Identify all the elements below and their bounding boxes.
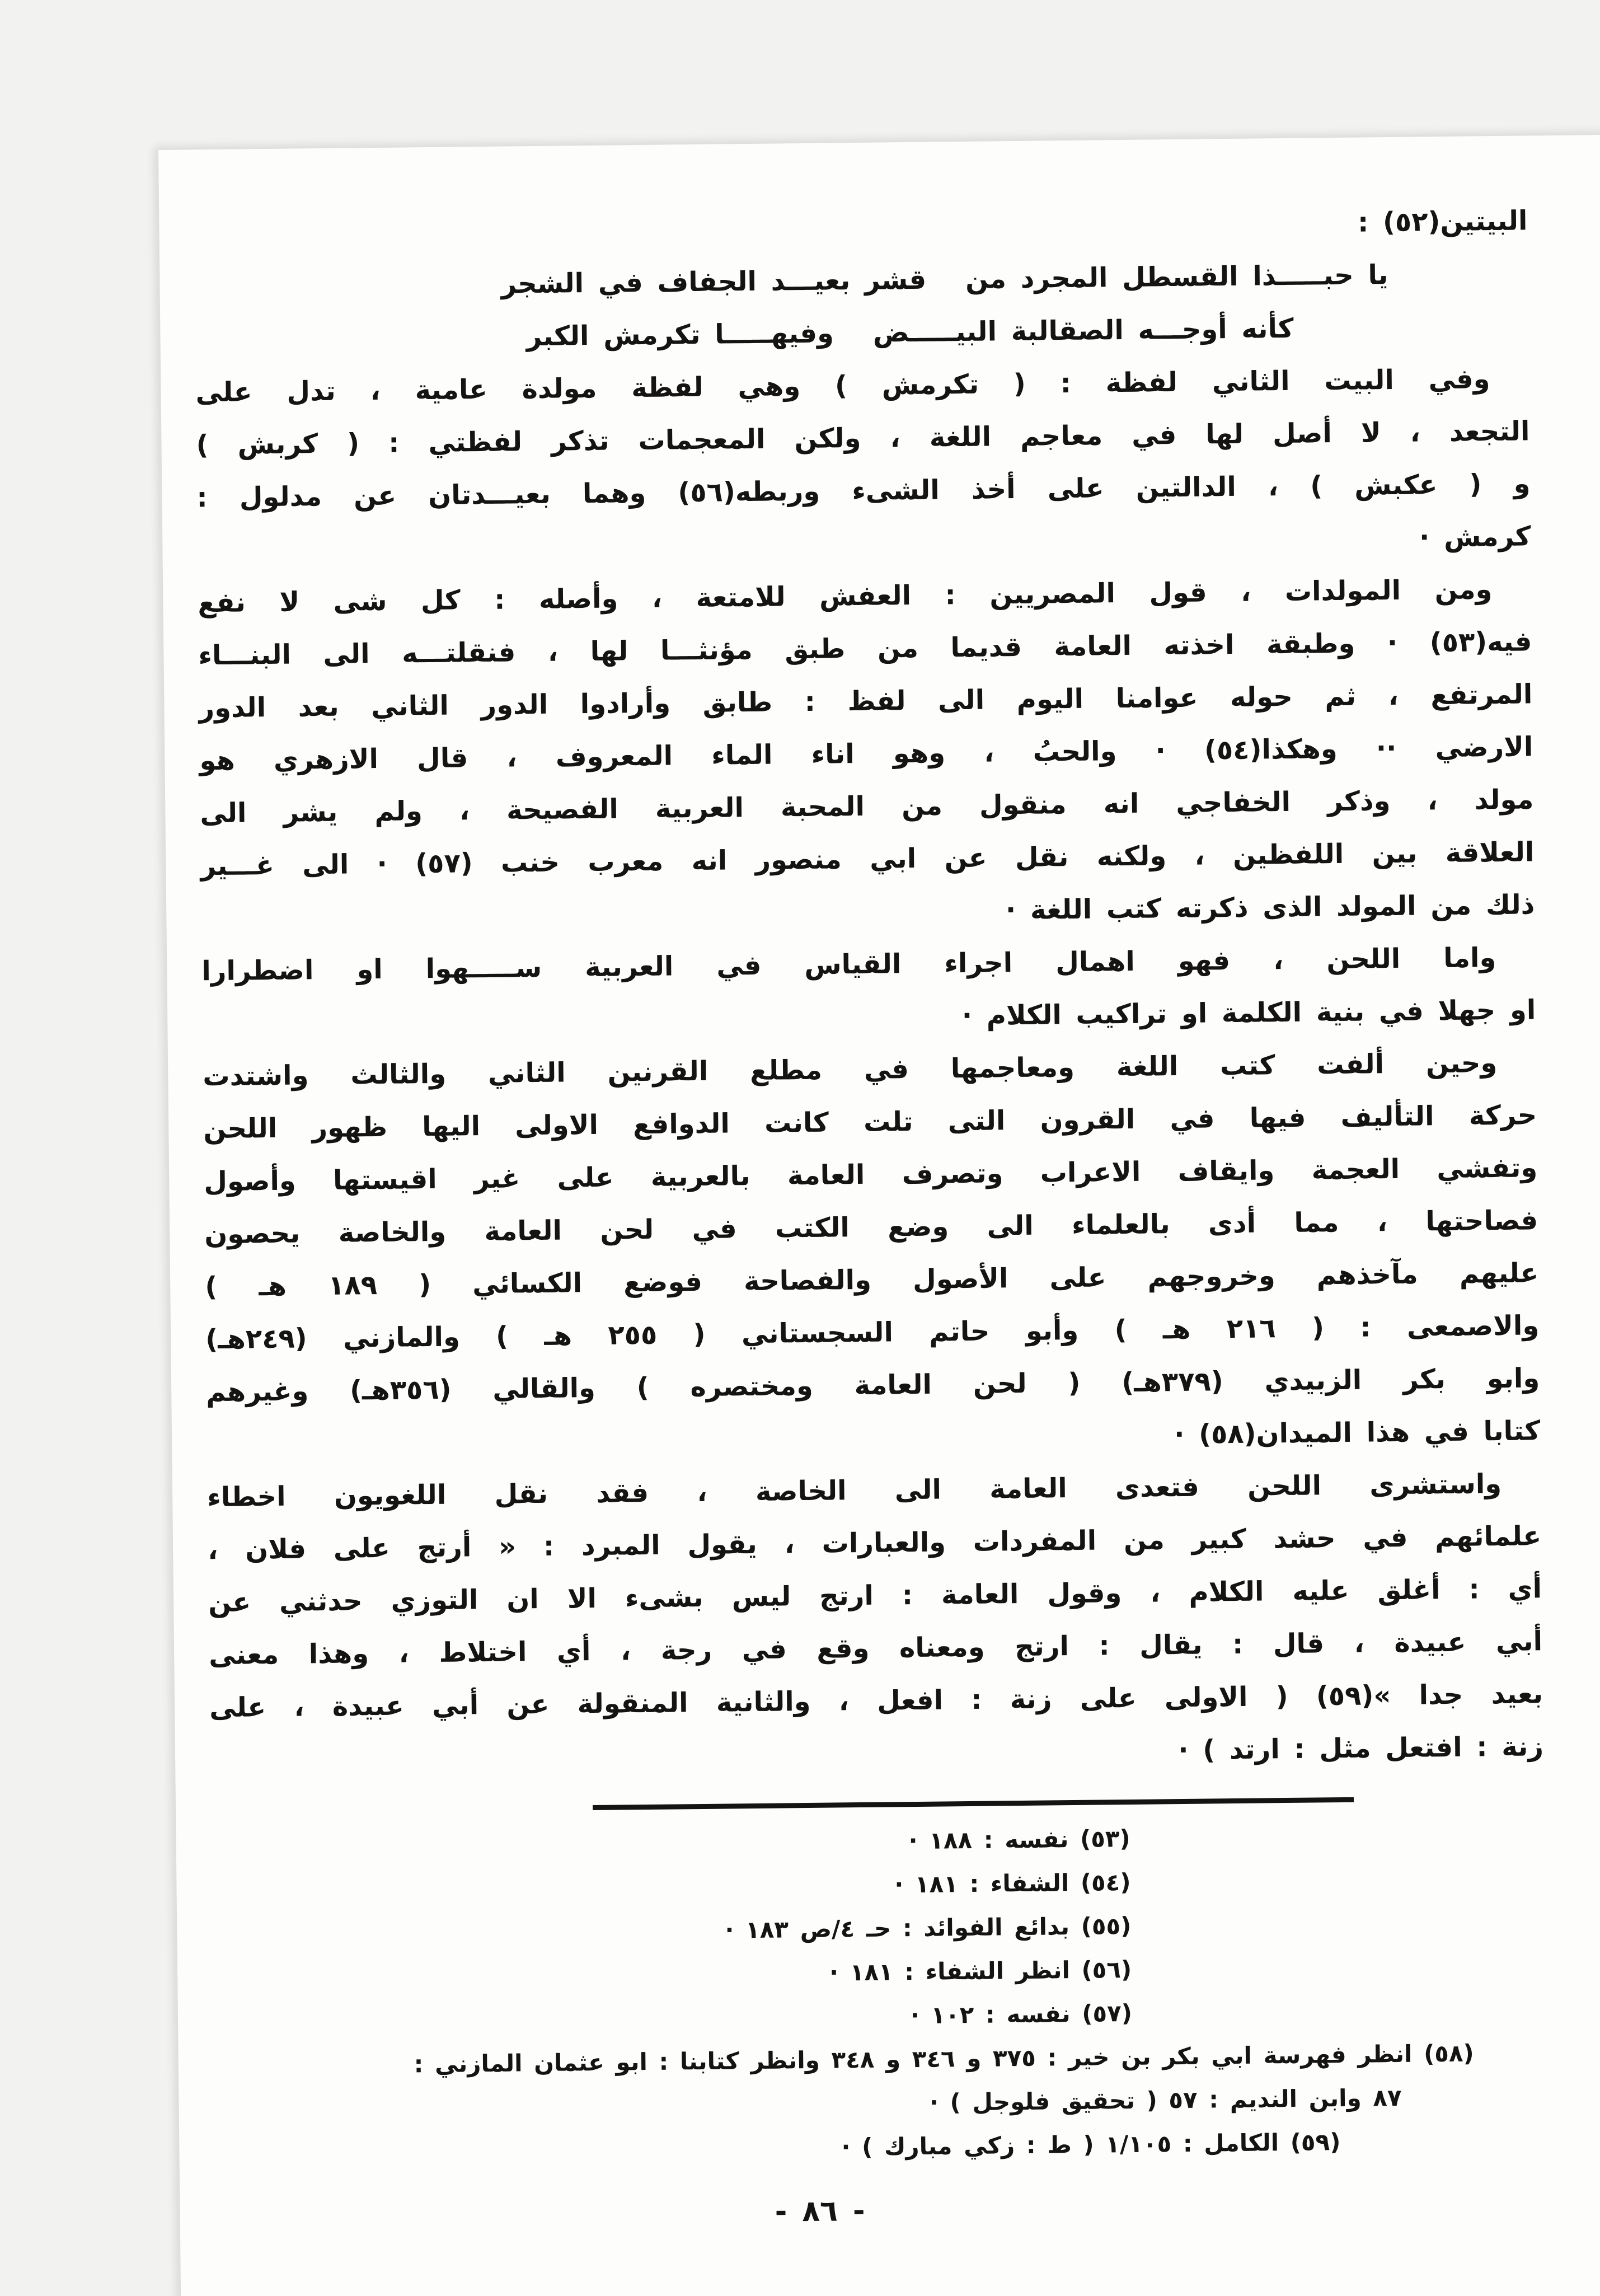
- footnote-line: ٨٧ وابن النديم : ٥٧ ( تحقيق فلوجل ) ·: [929, 2083, 1402, 2116]
- footnote-line: (٥٨) انظر فهرسة ابي بكر بن خير : ٣٧٥ و ٣٤٦ و ٣٤٨ وانظر كتابنا : ابو عثمان المازني :: [414, 2039, 1474, 2078]
- poem-verse-2-second-hemistich: وفيهـــــا تكرمش الكبر: [526, 317, 834, 353]
- page-text-block: [194, 194, 1549, 2244]
- text-line: مولد ، وذكر الخفاجي انه منقول من المحبة العربية الفصيحة ، ولم يشر الى: [200, 784, 1534, 830]
- text-line: واما اللحن ، فهو اهمال اجراء القياس في العربية ســـــهوا او اضطرارا: [201, 942, 1496, 987]
- text-line: ومن المولدات ، قول المصريين : العفش للامتعة ، وأصله : كل شى لا نفع: [198, 574, 1493, 619]
- footnote-line: (٥٧) نفسه : ١٠٢ ·: [910, 1999, 1133, 2030]
- text-line: أبي عبيدة ، قال : يقال : ارتج ومعناه وقع في رجة ، أي اختلاط ، وهذا معنى: [208, 1625, 1543, 1671]
- text-line: وحين ألفت كتب اللغة ومعاجمها في مطلع القرنين الثاني والثالث واشتدت: [203, 1047, 1498, 1093]
- text-line: المرتفع ، ثم حوله عوامنا اليوم الى لفظ : طابق وأرادوا الدور الثاني بعد الدور: [199, 678, 1533, 724]
- text-line: وتفشي العجمة وايقاف الاعراب وتصرف العامة بالعربية على غير اقيستها وأصول: [204, 1152, 1538, 1198]
- text-line: واستشرى اللحن فتعدى العامة الى الخاصة ، فقد نقل اللغويون اخطاء: [207, 1468, 1502, 1514]
- footnote-line: (٥٣) نفسه : ١٨٨ ·: [908, 1824, 1130, 1855]
- text-line: والاصمعى : ( ٢١٦ هـ ) وأبو حاتم السجستاني ( ٢٥٥ هـ ) والمازني (٢٤٩هـ): [205, 1310, 1540, 1356]
- text-line: علمائهم في حشد كبير من المفردات والعبارات ، يقول المبرد : « أرتج على فلان ،: [207, 1520, 1542, 1566]
- footnote-separator-rule: [593, 1797, 1354, 1810]
- text-line: كرمش ·: [1419, 521, 1531, 554]
- poem-verse-1-first-hemistich: يا حبـــــذا القسطل المجرد من: [965, 259, 1388, 295]
- text-line: وفي البيت الثاني لفظة : ( تكرمش ) وهي لفظة مولدة عامية ، تدل على: [195, 363, 1490, 409]
- text-line: او جهلا في بنية الكلمة او تراكيب الكلام ·: [961, 994, 1536, 1032]
- text-line: ذلك من المولد الذى ذكرته كتب اللغة ·: [1005, 889, 1535, 926]
- page-number: - ٨٦ -: [775, 2194, 865, 2229]
- text-line: العلاقة بين اللفظين ، ولكنه نقل عن ابي منصور انه معرب خنب (٥٧) · الى غـــير: [200, 836, 1535, 882]
- text-line: و ( عكبش ) ، الدالتين على أخذ الشىء وربطه(٥٦) وهما بعيـــدتان عن مدلول :: [196, 468, 1531, 514]
- footnote-line: (٥٩) الكامل : ١/١٠٥ ( ط : زكي مبارك ) ·: [841, 2128, 1341, 2161]
- footnotes-block: [210, 1812, 1547, 2176]
- poem-citation-label: البيتين(٥٢) :: [1357, 205, 1528, 238]
- text-line: بعيد جدا »(٥٩) ( الاولى على زنة : افعل ، والثانية المنقولة عن أبي عبيدة ، على: [209, 1678, 1543, 1724]
- text-line: كتابا في هذا الميدان(٥٨) ·: [1174, 1415, 1541, 1451]
- text-line: التجعد ، لا أصل لها في معاجم اللغة ، ولكن المعجمات تذكر لفظتي : ( كربش ): [196, 415, 1530, 461]
- text-line: أي : أغلق عليه الكلام ، وقول العامة : ارتج ليس بشىء الا ان التوزي حدثني عن: [208, 1573, 1542, 1619]
- footnote-line: (٥٤) الشفاء : ١٨١ ·: [894, 1868, 1131, 1899]
- footnote-line: (٥٥) بدائع الفوائد : حـ ٤/ص ١٨٣ ·: [725, 1911, 1132, 1944]
- text-line: حركة التأليف فيها في القرون التى تلت كانت الدوافع الاولى اليها ظهور اللحن: [203, 1099, 1537, 1145]
- text-line: عليهم مآخذهم وخروجهم على الأصول والفصاحة فوضع الكسائي ( ١٨٩ هـ ): [204, 1257, 1539, 1303]
- footnote-line: (٥٦) انظر الشفاء : ١٨١ ·: [829, 1955, 1132, 1986]
- page-scan: [158, 133, 1600, 2296]
- text-line: فصاحتها ، مما أدى بالعلماء الى وضع الكتب في لحن العامة والخاصة يحصون: [204, 1205, 1538, 1250]
- text-line: زنة : افتعل مثل : ارتد ) ·: [1178, 1731, 1544, 1766]
- text-line: الارضي ·· وهكذا(٥٤) · والحبُ ، وهو اناء الماء المعروف ، قال الازهري هو: [199, 731, 1533, 777]
- poem-verse-1-second-hemistich: قشر بعيـــد الجفاف في الشجر: [501, 264, 927, 300]
- text-line: وابو بكر الزبيدي (٣٧٩هـ) ( لحن العامة ومختصره ) والقالي (٣٥٦هـ) وغيرهم: [205, 1362, 1540, 1408]
- poem-verse-2-first-hemistich: كأنه أوجـــه الصقالبة البيـــــض: [872, 312, 1294, 349]
- text-line: فيه(٥٣) · وطبقة اخذته العامة قديما من طبق مؤنثـــا لها ، فنقلتـــه الى البنـــاء: [198, 626, 1532, 672]
